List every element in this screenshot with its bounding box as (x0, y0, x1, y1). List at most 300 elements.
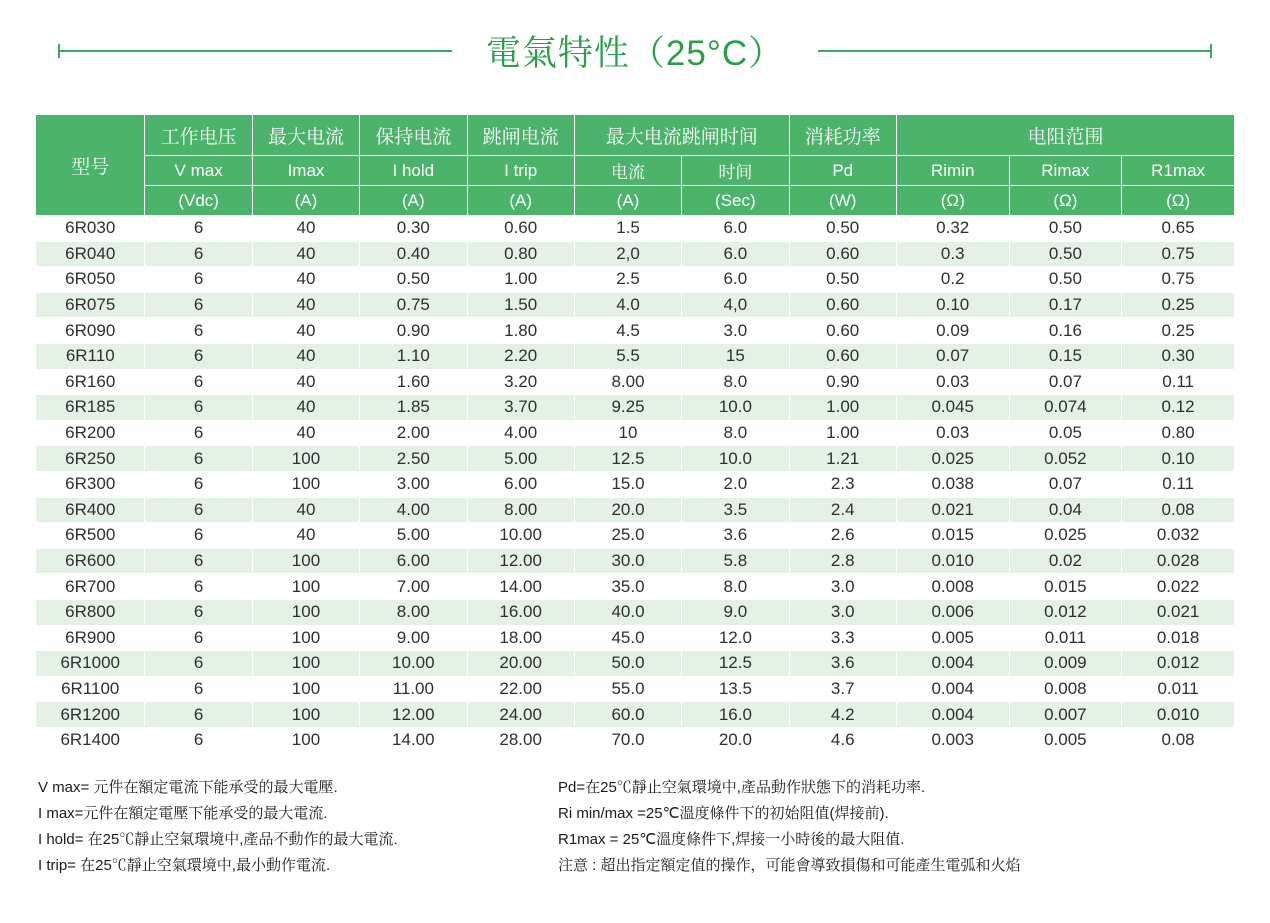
footnote-line: Ri min/max =25℃溫度條件下的初始阻值(焊接前). (558, 805, 889, 823)
cell-model: 6R800 (36, 599, 145, 625)
table-cell: 9.25 (574, 395, 681, 421)
header-rule-left (58, 44, 470, 58)
symbol-itrip: I trip (467, 156, 574, 186)
col-header-max-current: 最大电流 (252, 115, 359, 156)
table-cell: 5.8 (682, 548, 789, 574)
table-cell: 10 (574, 420, 681, 446)
table-cell: 8.00 (574, 369, 681, 395)
table-cell: 0.50 (1009, 216, 1122, 242)
table-cell: 1.85 (360, 395, 467, 421)
table-cell: 40 (252, 292, 359, 318)
cell-model: 6R050 (36, 267, 145, 293)
table-cell: 8.0 (682, 420, 789, 446)
table-cell: 14.00 (360, 727, 467, 753)
table-cell: 25.0 (574, 523, 681, 549)
table-cell: 10.00 (360, 651, 467, 677)
header-row-symbols (36, 156, 1235, 186)
table-cell: 4.00 (467, 420, 574, 446)
table-cell: 1.00 (789, 395, 896, 421)
table-cell: 0.038 (896, 471, 1009, 497)
table-cell: 100 (252, 676, 359, 702)
spec-table-container (35, 114, 1235, 753)
table-cell: 1.00 (467, 267, 574, 293)
table-row (36, 267, 1235, 293)
table-cell: 20.00 (467, 651, 574, 677)
table-cell: 2.20 (467, 343, 574, 369)
table-cell: 6 (145, 471, 252, 497)
footnote-line: R1max = 25℃溫度條件下,焊接一小時後的最大阻值. (558, 831, 905, 849)
table-cell: 1.00 (789, 420, 896, 446)
table-cell: 5.00 (360, 523, 467, 549)
table-cell: 12.5 (682, 651, 789, 677)
table-cell: 7.00 (360, 574, 467, 600)
header-rule-right (800, 44, 1212, 58)
table-cell: 0.022 (1122, 574, 1235, 600)
table-cell: 50.0 (574, 651, 681, 677)
table-cell: 100 (252, 471, 359, 497)
header-row-group (36, 115, 1235, 156)
table-cell: 2.3 (789, 471, 896, 497)
table-cell: 40 (252, 343, 359, 369)
table-cell: 0.008 (1009, 676, 1122, 702)
table-row (36, 369, 1235, 395)
table-cell: 100 (252, 727, 359, 753)
table-cell: 0.07 (896, 343, 1009, 369)
table-cell: 2,0 (574, 241, 681, 267)
table-cell: 2.0 (682, 471, 789, 497)
table-cell: 4.5 (574, 318, 681, 344)
unit-r1max: (Ω) (1122, 186, 1235, 216)
table-cell: 1.5 (574, 216, 681, 242)
table-cell: 45.0 (574, 625, 681, 651)
table-cell: 0.04 (1009, 497, 1122, 523)
table-cell: 0.006 (896, 599, 1009, 625)
table-cell: 0.65 (1122, 216, 1235, 242)
table-cell: 24.00 (467, 702, 574, 728)
cell-model: 6R200 (36, 420, 145, 446)
table-cell: 0.16 (1009, 318, 1122, 344)
table-cell: 16.0 (682, 702, 789, 728)
table-cell: 6 (145, 574, 252, 600)
table-cell: 4.6 (789, 727, 896, 753)
cell-model: 6R110 (36, 343, 145, 369)
symbol-r1max: R1max (1122, 156, 1235, 186)
table-cell: 0.15 (1009, 343, 1122, 369)
table-cell: 0.50 (1009, 241, 1122, 267)
table-cell: 0.03 (896, 369, 1009, 395)
table-cell: 40 (252, 523, 359, 549)
table-cell: 100 (252, 548, 359, 574)
table-cell: 3.0 (682, 318, 789, 344)
table-cell: 0.07 (1009, 471, 1122, 497)
table-cell: 6 (145, 446, 252, 472)
table-cell: 4.00 (360, 497, 467, 523)
table-cell: 6.0 (682, 267, 789, 293)
table-cell: 0.2 (896, 267, 1009, 293)
table-cell: 3.00 (360, 471, 467, 497)
table-cell: 6.00 (360, 548, 467, 574)
cell-model: 6R075 (36, 292, 145, 318)
col-header-hold-current: 保持电流 (360, 115, 467, 156)
unit-imax: (A) (252, 186, 359, 216)
table-cell: 100 (252, 625, 359, 651)
table-cell: 4,0 (682, 292, 789, 318)
table-cell: 0.10 (896, 292, 1009, 318)
table-cell: 0.08 (1122, 497, 1235, 523)
table-cell: 0.032 (1122, 523, 1235, 549)
symbol-trip-current: 电流 (574, 156, 681, 186)
table-cell: 0.005 (1009, 727, 1122, 753)
table-row (36, 420, 1235, 446)
table-cell: 40 (252, 497, 359, 523)
table-cell: 40.0 (574, 599, 681, 625)
table-cell: 0.09 (896, 318, 1009, 344)
table-row (36, 727, 1235, 753)
table-cell: 3.6 (682, 523, 789, 549)
table-row (36, 471, 1235, 497)
table-cell: 6 (145, 599, 252, 625)
table-cell: 0.60 (789, 292, 896, 318)
table-cell: 6 (145, 343, 252, 369)
table-cell: 0.012 (1009, 599, 1122, 625)
footnote-line: I max=元件在額定電壓下能承受的最大電流. (38, 805, 328, 823)
table-cell: 0.50 (789, 216, 896, 242)
table-cell: 100 (252, 702, 359, 728)
table-cell: 6 (145, 651, 252, 677)
table-cell: 15 (682, 343, 789, 369)
table-cell: 4.0 (574, 292, 681, 318)
table-cell: 15.0 (574, 471, 681, 497)
cell-model: 6R900 (36, 625, 145, 651)
table-row (36, 395, 1235, 421)
table-cell: 0.005 (896, 625, 1009, 651)
footnote-line: Pd=在25℃靜止空氣環境中,產品動作狀態下的消耗功率. (558, 779, 926, 797)
cell-model: 6R090 (36, 318, 145, 344)
unit-vmax: (Vdc) (145, 186, 252, 216)
table-cell: 8.0 (682, 369, 789, 395)
table-cell: 2.8 (789, 548, 896, 574)
table-cell: 0.010 (1122, 702, 1235, 728)
footnotes-left-column (38, 775, 558, 879)
table-row (36, 241, 1235, 267)
table-cell: 1.80 (467, 318, 574, 344)
table-cell: 6 (145, 420, 252, 446)
symbol-pd: Pd (789, 156, 896, 186)
unit-rimax: (Ω) (1009, 186, 1122, 216)
table-cell: 0.011 (1122, 676, 1235, 702)
table-cell: 0.010 (896, 548, 1009, 574)
table-cell: 2.4 (789, 497, 896, 523)
symbol-rimax: Rimax (1009, 156, 1122, 186)
table-cell: 100 (252, 574, 359, 600)
table-cell: 12.00 (360, 702, 467, 728)
table-row (36, 548, 1235, 574)
table-cell: 6 (145, 318, 252, 344)
table-cell: 0.25 (1122, 292, 1235, 318)
table-cell: 6.0 (682, 216, 789, 242)
table-cell: 0.02 (1009, 548, 1122, 574)
table-cell: 6 (145, 548, 252, 574)
col-header-trip-current: 跳闸电流 (467, 115, 574, 156)
table-cell: 0.90 (360, 318, 467, 344)
table-cell: 0.05 (1009, 420, 1122, 446)
page-header (0, 0, 1270, 76)
table-cell: 40 (252, 395, 359, 421)
table-cell: 0.60 (467, 216, 574, 242)
table-cell: 0.025 (896, 446, 1009, 472)
table-cell: 10.0 (682, 395, 789, 421)
table-cell: 0.40 (360, 241, 467, 267)
table-cell: 40 (252, 241, 359, 267)
rule-line-right (818, 50, 1210, 52)
table-cell: 0.004 (896, 702, 1009, 728)
table-cell: 0.08 (1122, 727, 1235, 753)
table-cell: 18.00 (467, 625, 574, 651)
table-cell: 6 (145, 395, 252, 421)
table-cell: 30.0 (574, 548, 681, 574)
table-cell: 0.50 (789, 267, 896, 293)
table-cell: 0.75 (360, 292, 467, 318)
table-row (36, 574, 1235, 600)
cell-model: 6R700 (36, 574, 145, 600)
table-cell: 0.025 (1009, 523, 1122, 549)
footnote-line: I hold= 在25℃靜止空氣環境中,產品不動作的最大電流. (38, 831, 398, 849)
table-cell: 9.00 (360, 625, 467, 651)
table-cell: 16.00 (467, 599, 574, 625)
table-row (36, 318, 1235, 344)
table-cell: 0.004 (896, 676, 1009, 702)
table-cell: 0.11 (1122, 471, 1235, 497)
table-cell: 0.90 (789, 369, 896, 395)
table-cell: 28.00 (467, 727, 574, 753)
unit-trip-time: (Sec) (682, 186, 789, 216)
table-row (36, 523, 1235, 549)
unit-trip-current: (A) (574, 186, 681, 216)
table-cell: 0.30 (1122, 343, 1235, 369)
table-cell: 0.11 (1122, 369, 1235, 395)
table-cell: 60.0 (574, 702, 681, 728)
cell-model: 6R300 (36, 471, 145, 497)
unit-itrip: (A) (467, 186, 574, 216)
table-cell: 12.00 (467, 548, 574, 574)
symbol-rimin: Rimin (896, 156, 1009, 186)
table-cell: 0.12 (1122, 395, 1235, 421)
table-row (36, 446, 1235, 472)
col-header-power-dissipation: 消耗功率 (789, 115, 896, 156)
col-header-model: 型号 (36, 115, 145, 216)
cell-model: 6R400 (36, 497, 145, 523)
table-cell: 0.32 (896, 216, 1009, 242)
table-row (36, 702, 1235, 728)
table-cell: 6 (145, 727, 252, 753)
table-cell: 0.25 (1122, 318, 1235, 344)
table-cell: 40 (252, 216, 359, 242)
table-cell: 0.60 (789, 241, 896, 267)
page-title: 電氣特性（25°C） (485, 34, 785, 73)
footnote-line: V max= 元件在額定電流下能承受的最大電壓. (38, 779, 338, 797)
unit-pd: (W) (789, 186, 896, 216)
table-cell: 0.028 (1122, 548, 1235, 574)
spec-table-body (36, 216, 1235, 753)
table-cell: 6 (145, 702, 252, 728)
table-cell: 20.0 (682, 727, 789, 753)
table-cell: 0.012 (1122, 651, 1235, 677)
table-cell: 12.5 (574, 446, 681, 472)
table-cell: 0.011 (1009, 625, 1122, 651)
cell-model: 6R030 (36, 216, 145, 242)
table-cell: 6 (145, 676, 252, 702)
table-cell: 12.0 (682, 625, 789, 651)
footnotes-right-column (558, 775, 1198, 879)
table-cell: 6 (145, 292, 252, 318)
table-row (36, 651, 1235, 677)
table-cell: 6 (145, 625, 252, 651)
table-cell: 6 (145, 267, 252, 293)
table-cell: 9.0 (682, 599, 789, 625)
table-cell: 100 (252, 599, 359, 625)
unit-ihold: (A) (360, 186, 467, 216)
cell-model: 6R040 (36, 241, 145, 267)
table-cell: 0.75 (1122, 267, 1235, 293)
table-cell: 0.015 (896, 523, 1009, 549)
table-cell: 0.045 (896, 395, 1009, 421)
symbol-ihold: I hold (360, 156, 467, 186)
table-cell: 0.80 (467, 241, 574, 267)
cell-model: 6R1400 (36, 727, 145, 753)
table-cell: 1.60 (360, 369, 467, 395)
footnote-line: 注意 : 超出指定額定值的操作，可能會導致損傷和可能產生電弧和火焰 (558, 857, 1021, 875)
table-cell: 0.021 (896, 497, 1009, 523)
symbol-imax: Imax (252, 156, 359, 186)
table-cell: 0.03 (896, 420, 1009, 446)
spec-table (35, 114, 1235, 753)
table-cell: 2.00 (360, 420, 467, 446)
table-cell: 0.007 (1009, 702, 1122, 728)
table-cell: 2.5 (574, 267, 681, 293)
table-cell: 6.00 (467, 471, 574, 497)
table-cell: 5.00 (467, 446, 574, 472)
table-cell: 10.0 (682, 446, 789, 472)
table-row (36, 599, 1235, 625)
symbol-vmax: V max (145, 156, 252, 186)
table-cell: 8.0 (682, 574, 789, 600)
table-row (36, 497, 1235, 523)
table-cell: 1.10 (360, 343, 467, 369)
table-cell: 6 (145, 241, 252, 267)
table-cell: 35.0 (574, 574, 681, 600)
table-cell: 40 (252, 420, 359, 446)
table-cell: 0.30 (360, 216, 467, 242)
table-row (36, 343, 1235, 369)
table-cell: 20.0 (574, 497, 681, 523)
table-cell: 0.50 (360, 267, 467, 293)
table-cell: 13.5 (682, 676, 789, 702)
table-cell: 6 (145, 216, 252, 242)
table-cell: 22.00 (467, 676, 574, 702)
col-header-resistance-range: 电阻范围 (896, 115, 1234, 156)
table-cell: 11.00 (360, 676, 467, 702)
table-cell: 6 (145, 369, 252, 395)
table-cell: 0.003 (896, 727, 1009, 753)
table-cell: 0.074 (1009, 395, 1122, 421)
footnotes (38, 775, 1232, 879)
table-cell: 0.021 (1122, 599, 1235, 625)
table-row (36, 676, 1235, 702)
table-cell: 3.6 (789, 651, 896, 677)
table-cell: 55.0 (574, 676, 681, 702)
cell-model: 6R1100 (36, 676, 145, 702)
table-cell: 6.0 (682, 241, 789, 267)
table-cell: 2.6 (789, 523, 896, 549)
table-cell: 0.75 (1122, 241, 1235, 267)
table-cell: 8.00 (467, 497, 574, 523)
col-header-max-trip-time: 最大电流跳闸时间 (574, 115, 789, 156)
table-cell: 6 (145, 497, 252, 523)
table-cell: 4.2 (789, 702, 896, 728)
cell-model: 6R250 (36, 446, 145, 472)
table-cell: 14.00 (467, 574, 574, 600)
cell-model: 6R600 (36, 548, 145, 574)
rule-cap-right (1210, 44, 1212, 58)
table-cell: 2.50 (360, 446, 467, 472)
table-cell: 0.60 (789, 343, 896, 369)
table-cell: 1.50 (467, 292, 574, 318)
table-cell: 5.5 (574, 343, 681, 369)
table-cell: 100 (252, 446, 359, 472)
table-cell: 0.07 (1009, 369, 1122, 395)
table-cell: 8.00 (360, 599, 467, 625)
table-cell: 0.17 (1009, 292, 1122, 318)
symbol-trip-time: 时间 (682, 156, 789, 186)
table-row (36, 625, 1235, 651)
rule-line-left (60, 50, 452, 52)
cell-model: 6R185 (36, 395, 145, 421)
table-cell: 1.21 (789, 446, 896, 472)
table-cell: 0.018 (1122, 625, 1235, 651)
table-cell: 0.009 (1009, 651, 1122, 677)
table-cell: 100 (252, 651, 359, 677)
table-cell: 3.3 (789, 625, 896, 651)
table-cell: 0.004 (896, 651, 1009, 677)
cell-model: 6R1200 (36, 702, 145, 728)
table-row (36, 216, 1235, 242)
header-row-units (36, 186, 1235, 216)
cell-model: 6R1000 (36, 651, 145, 677)
table-cell: 3.7 (789, 676, 896, 702)
table-cell: 3.20 (467, 369, 574, 395)
cell-model: 6R160 (36, 369, 145, 395)
col-header-working-voltage: 工作电压 (145, 115, 252, 156)
table-cell: 0.008 (896, 574, 1009, 600)
table-cell: 10.00 (467, 523, 574, 549)
table-cell: 0.50 (1009, 267, 1122, 293)
unit-rimin: (Ω) (896, 186, 1009, 216)
table-cell: 40 (252, 267, 359, 293)
table-row (36, 292, 1235, 318)
table-cell: 70.0 (574, 727, 681, 753)
table-cell: 3.0 (789, 574, 896, 600)
cell-model: 6R500 (36, 523, 145, 549)
table-cell: 0.052 (1009, 446, 1122, 472)
table-cell: 0.80 (1122, 420, 1235, 446)
table-cell: 3.5 (682, 497, 789, 523)
table-cell: 0.3 (896, 241, 1009, 267)
table-cell: 3.0 (789, 599, 896, 625)
spec-table-head (36, 115, 1235, 216)
table-cell: 0.10 (1122, 446, 1235, 472)
table-cell: 0.60 (789, 318, 896, 344)
table-cell: 40 (252, 318, 359, 344)
